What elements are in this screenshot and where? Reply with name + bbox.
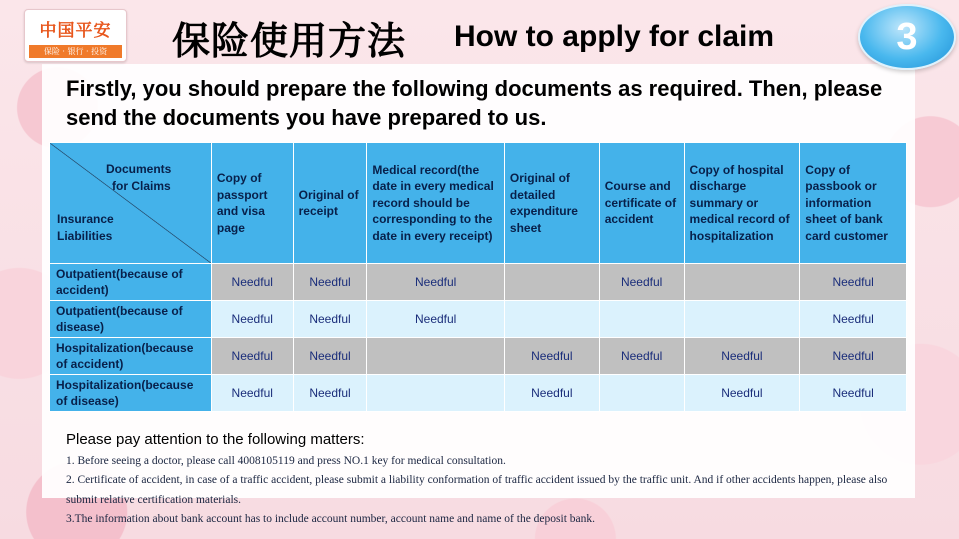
table-row xyxy=(50,301,907,338)
corner-bottom-line-1: Insurance xyxy=(57,212,114,226)
column-header: Copy of hospital discharge summary or medical record of hospitalization xyxy=(684,143,800,264)
corner-bottom-line-2: Liabilities xyxy=(57,228,113,243)
table-cell xyxy=(599,301,684,338)
corner-top-line-1: Documents xyxy=(106,162,172,176)
table-cell: Needful xyxy=(211,338,293,375)
table-cell: Needful xyxy=(367,264,505,301)
table-row xyxy=(50,264,907,301)
claims-table xyxy=(49,142,907,412)
row-label: Hospitalization(because of accident) xyxy=(50,338,212,375)
row-label: Outpatient(because of accident) xyxy=(50,264,212,301)
column-header: Medical record(the date in every medical record should be corresponding to the date in every receipt) xyxy=(367,143,505,264)
row-label: Hospitalization(because of disease) xyxy=(50,375,212,412)
table-cell: Needful xyxy=(211,264,293,301)
table-cell: Needful xyxy=(293,264,367,301)
table-cell: Needful xyxy=(293,375,367,412)
column-header: Original of detailed expenditure sheet xyxy=(504,143,599,264)
table-cell xyxy=(504,264,599,301)
table-cell: Needful xyxy=(684,338,800,375)
ping-an-logo xyxy=(24,9,127,62)
table-cell xyxy=(684,264,800,301)
table-cell: Needful xyxy=(211,301,293,338)
table-cell: Needful xyxy=(800,301,907,338)
corner-header-cell xyxy=(50,143,212,264)
column-header: Copy of passbook or information sheet of bank card customer xyxy=(800,143,907,264)
table-cell: Needful xyxy=(599,264,684,301)
page-title-en: How to apply for claim xyxy=(454,20,775,53)
page-title-cn: 保险使用方法 xyxy=(172,19,407,63)
note-item: 1. Before seeing a doctor, please call 4008105119 and press NO.1 key for medical consultation. xyxy=(66,455,506,467)
table-cell xyxy=(504,301,599,338)
note-item: 2. Certificate of accident, in case of a traffic accident, please submit a liability conformation of traffic accident issued by the traffic unit. And if other accidents happen, please also submit relative certification materials. xyxy=(66,474,888,506)
table-cell: Needful xyxy=(800,375,907,412)
table-cell: Needful xyxy=(684,375,800,412)
table-cell: Needful xyxy=(367,301,505,338)
corner-top-label xyxy=(106,161,171,194)
table-row xyxy=(50,375,907,412)
table-row xyxy=(50,338,907,375)
table-cell: Needful xyxy=(599,338,684,375)
table-cell: Needful xyxy=(504,338,599,375)
logo-text: 中国平安 xyxy=(39,21,112,41)
logo-tagline: 保险 · 银行 · 投资 xyxy=(29,45,122,58)
column-header: Copy of passport and visa page xyxy=(211,143,293,264)
table-cell: Needful xyxy=(211,375,293,412)
table-cell xyxy=(367,338,505,375)
table-cell: Needful xyxy=(293,338,367,375)
table-cell xyxy=(367,375,505,412)
notes-title: Please pay attention to the following matters: xyxy=(66,431,365,448)
corner-bottom-label xyxy=(57,211,114,244)
table-cell: Needful xyxy=(800,338,907,375)
column-header: Original of receipt xyxy=(293,143,367,264)
corner-top-line-2: for Claims xyxy=(112,178,171,193)
row-label: Outpatient(because of disease) xyxy=(50,301,212,338)
notes-list xyxy=(66,452,896,529)
table-cell xyxy=(684,301,800,338)
table-cell xyxy=(599,375,684,412)
table-header-row xyxy=(50,143,907,264)
table-cell: Needful xyxy=(800,264,907,301)
intro-text: Firstly, you should prepare the following documents as required. Then, please send the documents you have prepared to us. xyxy=(66,76,883,130)
note-item: 3.The information about bank account has to include account number, account name and name of the deposit bank. xyxy=(66,512,596,525)
column-header: Course and certificate of accident xyxy=(599,143,684,264)
table-cell: Needful xyxy=(504,375,599,412)
slide-number-badge: 3 xyxy=(858,4,956,70)
table-cell: Needful xyxy=(293,301,367,338)
